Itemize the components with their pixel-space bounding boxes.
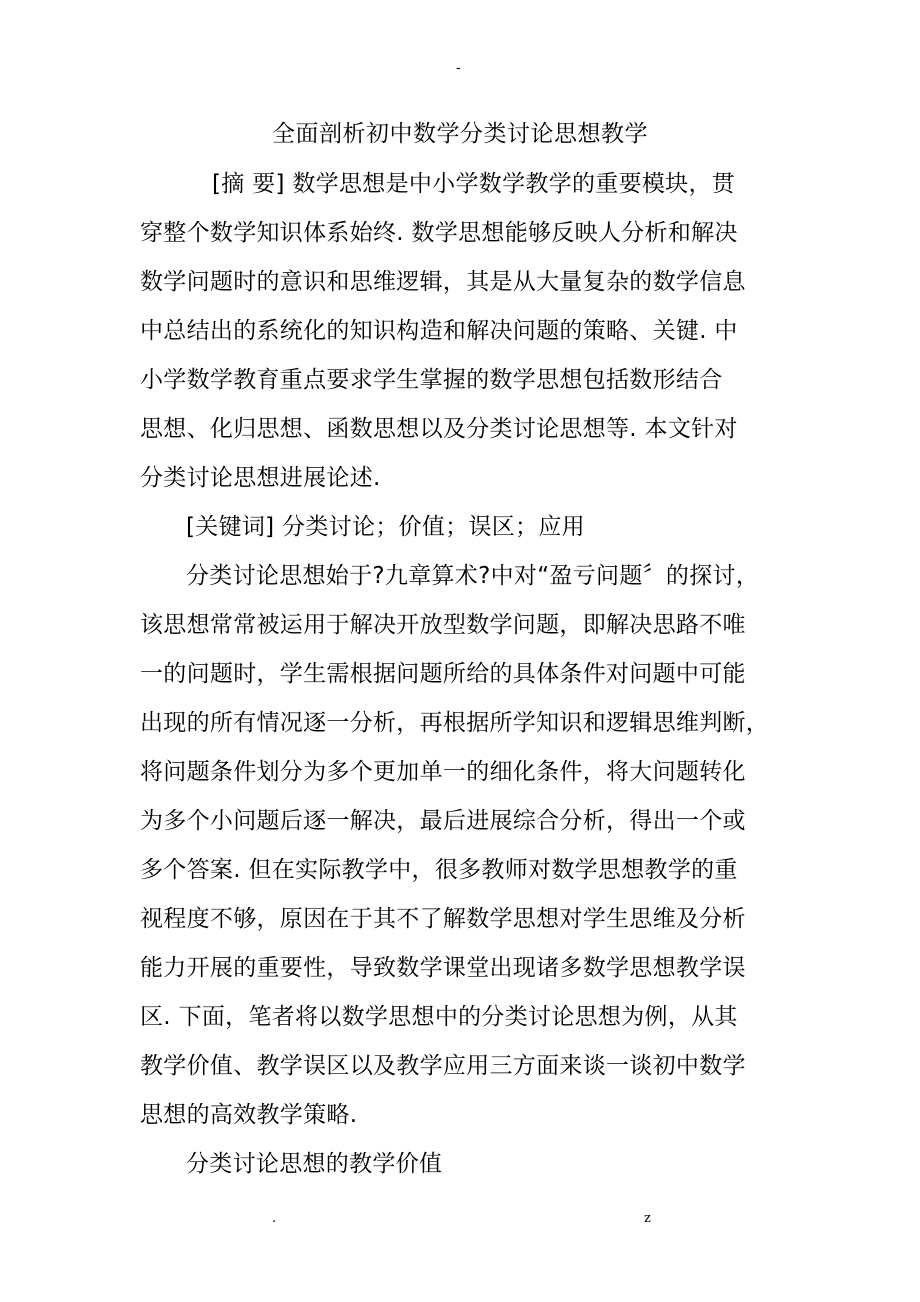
body-line: 分类讨论思想始于?九章算术?中对“盈亏问题〞的探讨，	[186, 563, 760, 589]
body-line: 视程度不够，原因在于其不了解数学思想对学生思维及分析	[140, 906, 746, 932]
body-line: 将问题条件划分为多个更加单一的细化条件，将大问题转化	[140, 759, 746, 785]
body-line: 一的问题时，学生需根据问题所给的具体条件对问题中可能	[140, 661, 746, 687]
body-line: 能力开展的重要性，导致数学课堂出现诸多数学思想教学误	[140, 955, 746, 981]
body-line: 该思想常常被运用于解决开放型数学问题，即解决思路不唯	[140, 612, 746, 638]
body-line: 教学价值、教学误区以及教学应用三方面来谈一谈初中数学	[140, 1053, 746, 1079]
keywords-line: [关键词] 分类讨论；价值；误区；应用	[186, 514, 585, 540]
abstract-line: 中总结出的系统化的知识构造和解决问题的策略、关键. 中	[140, 318, 738, 344]
abstract-line: 穿整个数学知识体系始终. 数学思想能够反映人分析和解决	[140, 220, 738, 246]
abstract-line: [摘 要] 数学思想是中小学数学教学的重要模块，贯	[212, 171, 736, 197]
body-line: 区. 下面，笔者将以数学思想中的分类讨论思想为例，从其	[140, 1004, 738, 1030]
body-line: 为多个小问题后逐一解决，最后进展综合分析，得出一个或	[140, 808, 746, 834]
abstract-line: 分类讨论思想进展论述.	[140, 465, 381, 491]
section-heading: 分类讨论思想的教学价值	[186, 1151, 443, 1177]
document-title: 全面剖析初中数学分类讨论思想教学	[272, 121, 648, 147]
footer-right-mark: z	[644, 1211, 651, 1226]
page-header-mark: -	[456, 61, 461, 76]
body-line: 思想的高效教学策略.	[140, 1102, 358, 1128]
abstract-line: 数学问题时的意识和思维逻辑，其是从大量复杂的数学信息	[140, 269, 746, 295]
abstract-line: 思想、化归思想、函数思想以及分类讨论思想等. 本文针对	[140, 416, 738, 442]
body-line: 出现的所有情况逐一分析，再根据所学知识和逻辑思维判断，	[140, 710, 770, 736]
abstract-line: 小学数学教育重点要求学生掌握的数学思想包括数形结合	[140, 367, 723, 393]
body-line: 多个答案. 但在实际教学中，很多教师对数学思想教学的重	[140, 857, 738, 883]
footer-left-mark: .	[272, 1211, 277, 1226]
